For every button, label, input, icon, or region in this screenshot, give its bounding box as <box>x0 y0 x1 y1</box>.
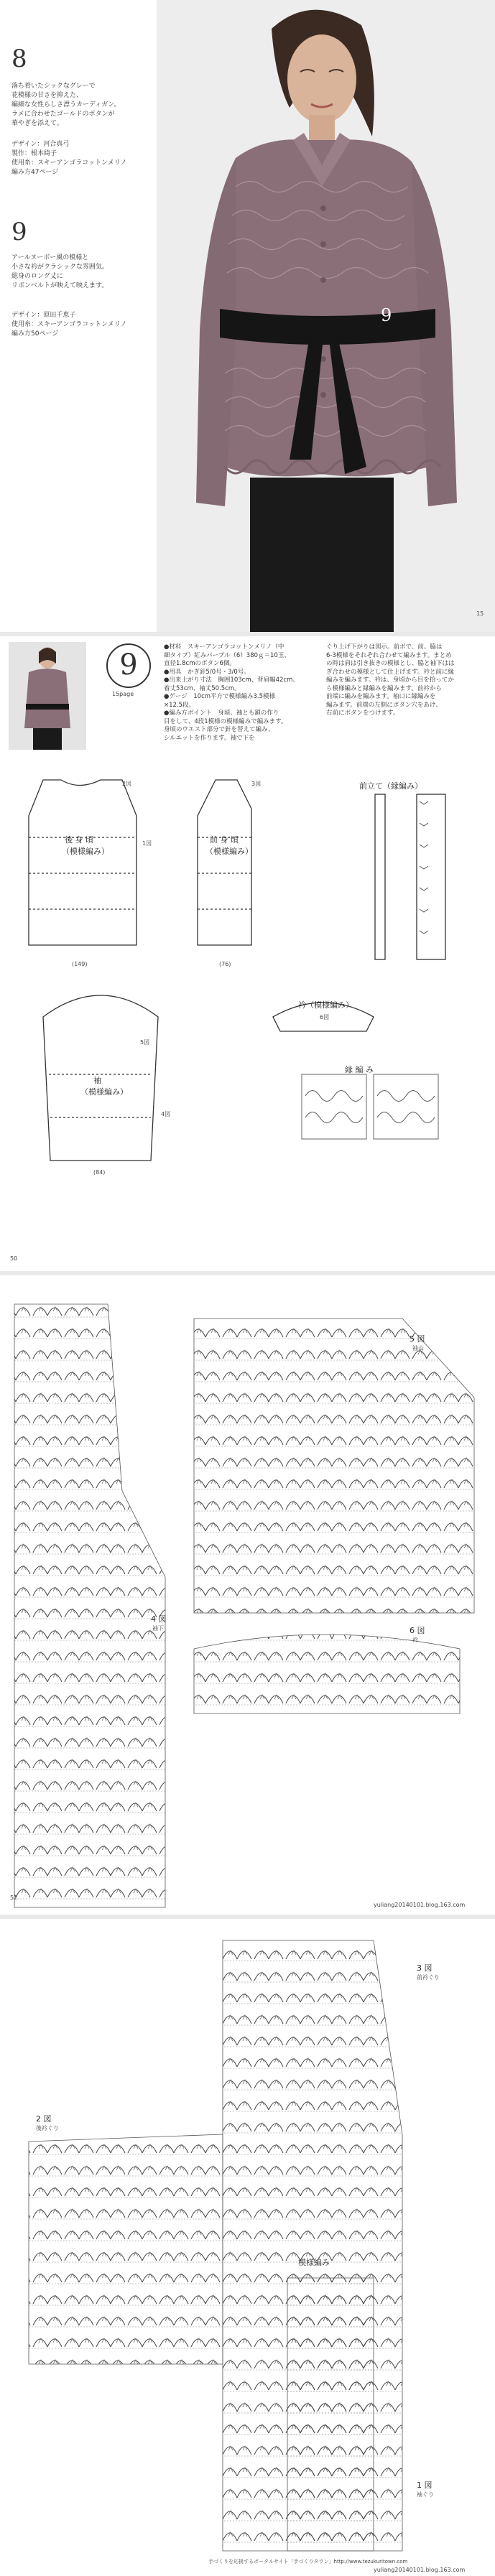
item8-description: 落ち着いたシックなグレーで 花模様の甘さを抑えた、 編細な女性らしさ漂うカーディガン。 ラメに合わせたゴールドのボタンが 華やぎを添えて。 <box>11 83 121 127</box>
front-body-sub: （模様編み） <box>205 847 253 856</box>
fig6-sub: 衿 <box>412 1637 418 1643</box>
footer-text: 手づくりを応援するポータルサイト「手づくりタウン」http://www.tezukuritown.com <box>208 2559 408 2565</box>
stitch-chart-page-52 <box>0 1275 495 1915</box>
fig3-label: 3 図 <box>417 1963 432 1973</box>
stitch-chart-53 <box>0 1919 495 2576</box>
fig5-ref: 5図 <box>140 1039 150 1046</box>
fig3-ref: 3図 <box>251 781 262 787</box>
photo-number: 9 <box>381 305 392 325</box>
back-width: (149) <box>72 961 88 967</box>
item9-number: 9 <box>11 218 27 246</box>
fig4-sub: 袖下 <box>152 1625 164 1632</box>
item8-number: 8 <box>11 45 27 73</box>
fig3-sub: 前衿ぐり <box>417 1974 440 1981</box>
fig4-label: 4 図 <box>151 1614 167 1624</box>
sleeve-sub: （模様編み） <box>80 1087 128 1097</box>
watermark: yuliang20140101.blog.163.com <box>374 1902 466 1908</box>
fig2-label: 2 図 <box>36 2114 52 2124</box>
back-body-sub: （模様編み） <box>62 847 109 856</box>
thumbnail-illustration <box>9 642 86 750</box>
item8-credits: デザイン：河合真弓 製作：根本綺子 使用糸：スキーアンゴラコットンメリノ 編み方47ページ <box>11 141 127 176</box>
page-number: 15 <box>476 610 484 617</box>
back-body-label: 後 身 頃 <box>65 835 93 845</box>
materials-text: ●材料 スキーアンゴラコットンメリノ（中 細タイプ）紅みパープル（6）380ｇ＝10玉、 直径1.8cmのボタン6個。 ●用具 かぎ針5/0号・3/0号。 ●出来上がり寸法 胸囲103cm、背肩幅42cm、 着丈53cm、袖丈50.5cm。 ●ゲージ 10cm平方で模様編み3.5模様 ×12.5段。 ●編み方ポイント 身頃、袖とも鎖の作り 目をして、4段1模様の模様編みで編みます。 身頃のウエスト部分で針を替えて編み、 シルエットを作ります。袖で下を <box>164 643 299 742</box>
fig1-ref: 1図 <box>142 840 152 847</box>
instructions-text: ぐり上げ下がりは図示。前ボで、前、脇は 6-3模様をそれぞれ合わせて編みます。まとめ の時は肩は引き抜きの模様とし、脇と袖下はは ぎ合わせの模様として仕上げます。衿と前に縁 編みを編みます。衿は、身頃から目を拾ってか ら模様編みと縁編みを編みます。前衿から 前端に編みを編みます。袖口に縁編みを 編みます。前端の左側にボタン穴をあけ、 右前にボタンをつけます。 <box>326 643 455 717</box>
front-band-label: 前立て（縁編み） <box>359 781 422 791</box>
item9-description: アールヌーボー風の模様と 小さな衿がクラシックな雰囲気。 総身のロング丈に リボンベルトが映えて映えます。 <box>11 254 108 289</box>
sleeve-label: 袖 <box>93 1076 101 1085</box>
fig6-label: 6 図 <box>410 1626 425 1635</box>
watermark: yuliang20140101.blog.163.com <box>374 2567 466 2573</box>
stitch-chart-page-53 <box>0 1919 495 2576</box>
item9-credits: デザイン：原田千恵子 使用糸：スキーアンゴラコットンメリノ 編み方50ページ <box>11 312 127 338</box>
fig2-ref: 2図 <box>122 781 132 787</box>
fig4-ref: 4図 <box>161 1111 171 1117</box>
fig5-label: 5 図 <box>410 1334 425 1344</box>
fig6-ref: 6図 <box>320 1014 330 1020</box>
stitch-chart-52 <box>0 1275 495 1915</box>
edging-label: 縁 編 み <box>345 1065 374 1074</box>
pattern-page-ref: 15page <box>112 691 134 697</box>
sleeve-width: (84) <box>93 1169 106 1176</box>
front-body-label: 前 身 頃 <box>210 835 239 845</box>
model-photo <box>157 0 495 632</box>
collar-label: 衿（模様編み） <box>298 1000 353 1010</box>
fig2-sub: 後衿ぐり <box>36 2125 59 2131</box>
page-number-50: 50 <box>10 1255 18 1262</box>
fig5-sub: 袖山 <box>412 1345 424 1352</box>
fig1-label: 1 図 <box>417 2480 432 2490</box>
pattern-label: 模様編み <box>298 2258 330 2267</box>
pattern-page-50 <box>0 636 495 1271</box>
photo-page <box>0 0 495 632</box>
front-width: (76) <box>219 961 231 967</box>
page-number-52: 52 <box>10 1894 18 1901</box>
fig1-sub: 袖ぐり <box>417 2491 434 2498</box>
pattern-number: 9 <box>106 643 151 688</box>
thumbnail-photo <box>9 642 86 750</box>
model-illustration <box>157 0 495 632</box>
